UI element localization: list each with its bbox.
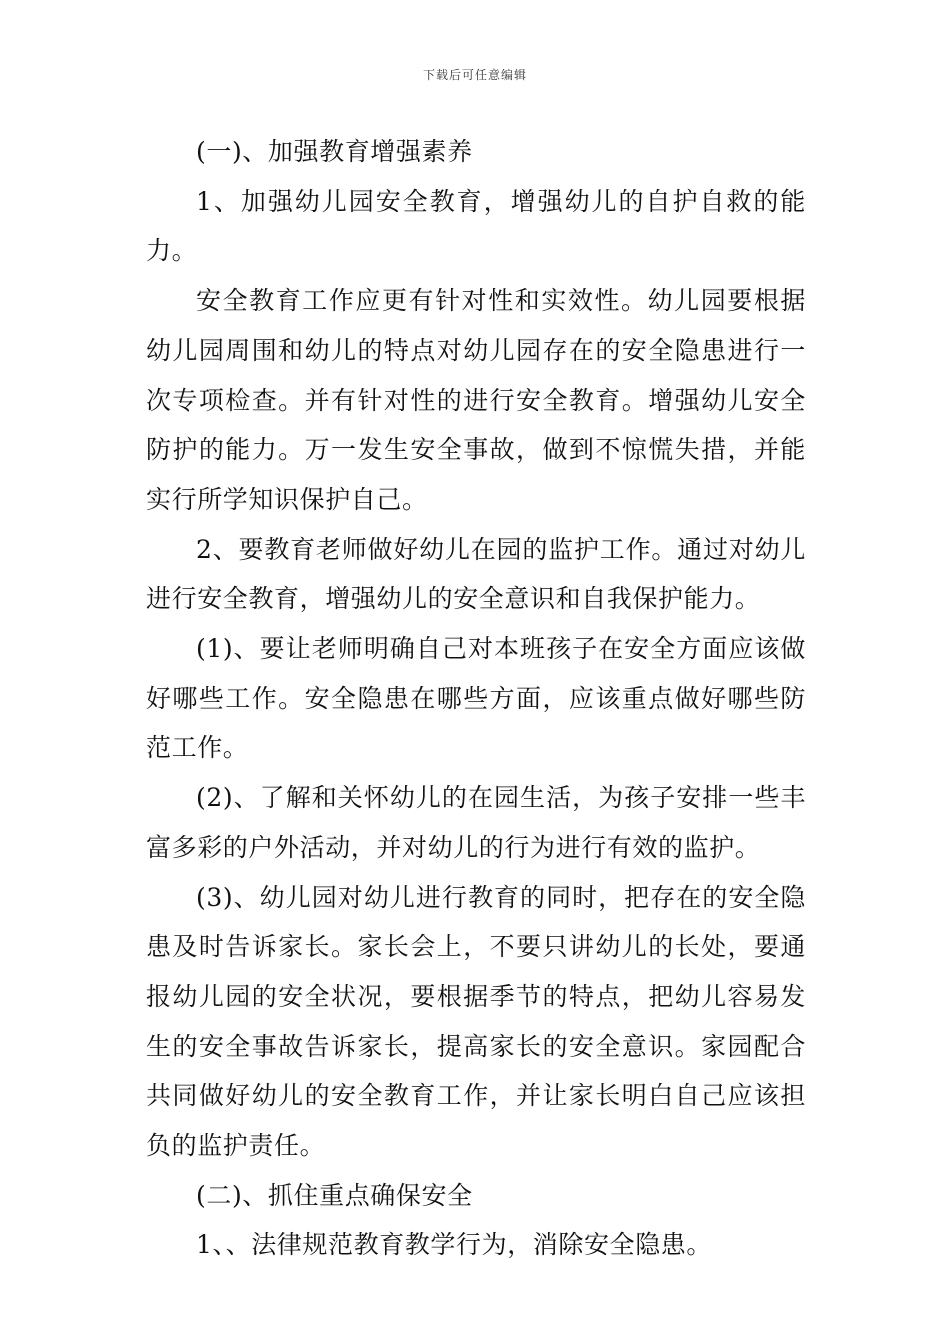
section-heading-2: (二)、抓住重点确保安全 (196, 1180, 473, 1210)
paragraph-item-2: 2、要教育老师做好幼儿在园的监护工作。通过对幼儿进行安全教育，增强幼儿的安全意识和自我保护能力。 (146, 534, 806, 614)
paragraph-subitem-2: (2)、了解和关怀幼儿的在园生活，为孩子安排一些丰富多彩的户外活动，并对幼儿的行为进行有效的监护。 (146, 783, 806, 862)
document-body (146, 127, 806, 1270)
paragraph-item-1: 1、加强幼儿园安全教育，增强幼儿的自护自救的能力。 (146, 186, 806, 266)
paragraph-law-item: 1、、法律规范教育教学行为，消除安全隐患。 (196, 1230, 713, 1260)
paragraph-subitem-3: (3)、幼儿园对幼儿进行教育的同时，把存在的安全隐患及时告诉家长。家长会上，不要只讲幼儿的长处，要通报幼儿园的安全状况，要根据季节的特点，把幼儿容易发生的安全事故告诉家长，提高家长的安全意识。家园配合共同做好幼儿的安全教育工作，并让家长明白自己应该担负的监护责任。 (146, 882, 806, 1161)
section-heading-1: (一)、加强教育增强素养 (196, 137, 473, 166)
page-header-note: 下载后可任意编辑 (422, 68, 527, 82)
paragraph-subitem-1: (1)、要让老师明确自己对本班孩子在安全方面应该做好哪些工作。安全隐患在哪些方面，应该重点做好哪些防范工作。 (146, 634, 806, 763)
paragraph-safety-education: 安全教育工作应更有针对性和实效性。幼儿园要根据幼儿园周围和幼儿的特点对幼儿园存在的安全隐患进行一次专项检查。并有针对性的进行安全教育。增强幼儿安全防护的能力。万一发生安全事故，做到不惊慌失措，并能实行所学知识保护自己。 (146, 286, 806, 514)
